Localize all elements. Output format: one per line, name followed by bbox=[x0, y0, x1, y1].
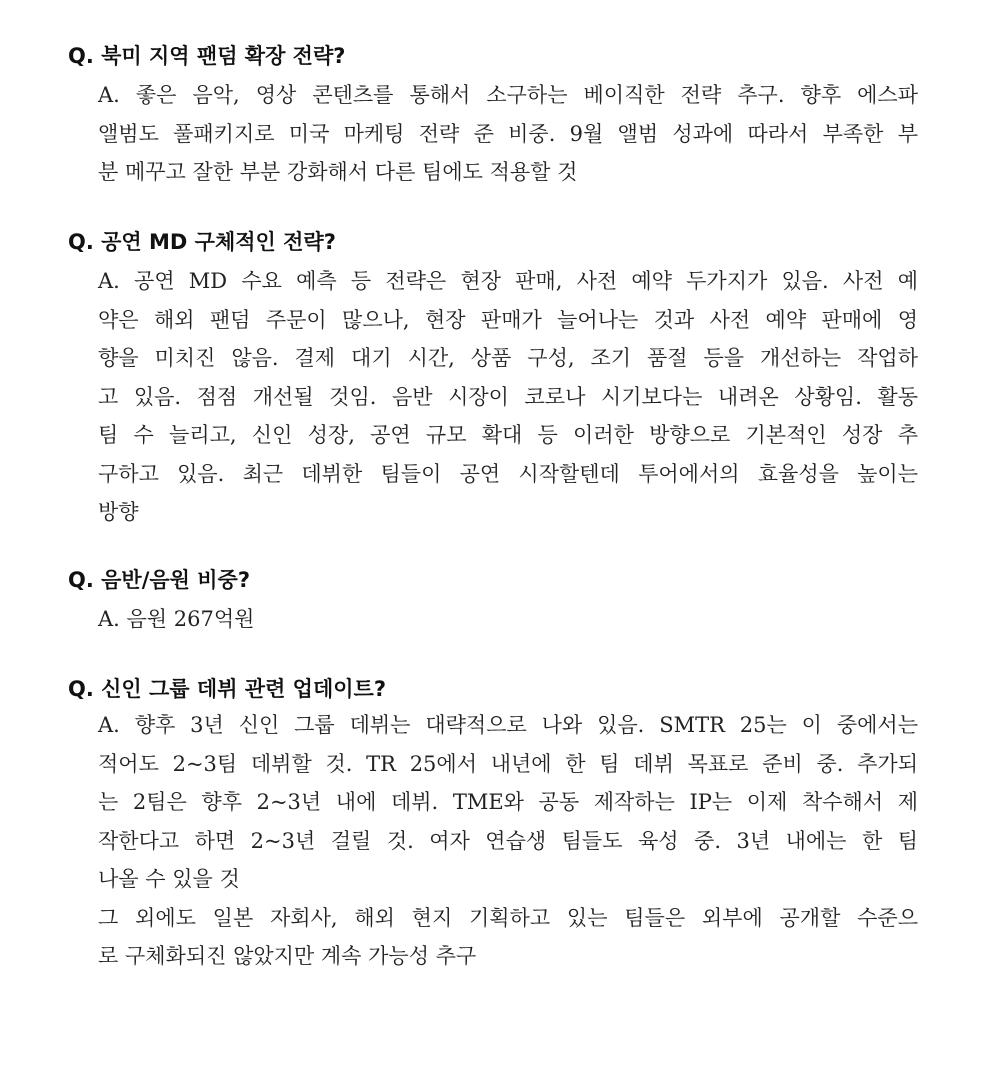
answer-line: 구하고 있음. 최근 데뷔한 팀들이 공연 시작할텐데 투어에서의 효율성을 높이는 bbox=[98, 461, 918, 486]
answer-line: A. 좋은 음악, 영상 콘텐츠를 통해서 소구하는 베이직한 전략 추구. 향후 에스파 bbox=[98, 83, 918, 107]
answer-line: 방향 bbox=[98, 500, 139, 524]
answer-line: A. 음원 267억원 bbox=[98, 607, 255, 631]
answer-line: A. 공연 MD 수요 예측 등 전략은 현장 판매, 사전 예약 두가지가 있음. 사전 예 bbox=[98, 269, 918, 293]
answer-line: 는 2팀은 향후 2~3년 내에 데뷔. TME와 공동 제작하는 IP는 이제 착수해서 제 bbox=[98, 790, 918, 814]
answer-line: 그 외에도 일본 자회사, 해외 현지 기획하고 있는 팀들은 외부에 공개할 수준으 bbox=[98, 905, 918, 930]
answer-line: A. 향후 3년 신인 그룹 데뷔는 대략적으로 나와 있음. SMTR 25는 이 중에서는 bbox=[98, 713, 918, 737]
answer-line: 향을 미치진 않음. 결제 대기 시간, 상품 구성, 조기 품절 등을 개선하는 작업하 bbox=[98, 346, 918, 370]
answer-line: 적어도 2~3팀 데뷔할 것. TR 25에서 내년에 한 팀 데뷔 목표로 준비 중. 추가되 bbox=[98, 751, 918, 776]
answer-line: 팀 수 늘리고, 신인 성장, 공연 규모 확대 등 이러한 방향으로 기본적인 성장 추 bbox=[98, 423, 918, 447]
answer-line: 고 있음. 점점 개선될 것임. 음반 시장이 코로나 시기보다는 내려온 상황임. 활동 bbox=[98, 384, 918, 409]
question-heading: Q. 공연 MD 구체적인 전략? bbox=[68, 230, 336, 254]
answer-paragraph bbox=[98, 600, 918, 639]
answer-paragraph bbox=[98, 76, 918, 192]
answer-line: 앨범도 풀패키지로 미국 마케팅 전략 준 비중. 9월 앨범 성과에 따라서 부족한 부 bbox=[98, 121, 918, 146]
answer-line: 분 메꾸고 잘한 부분 강화해서 다른 팀에도 적용할 것 bbox=[98, 160, 578, 184]
question-heading: Q. 음반/음원 비중? bbox=[68, 568, 251, 592]
question-heading: Q. 북미 지역 팬덤 확장 전략? bbox=[68, 44, 346, 68]
answer-line: 약은 해외 팬덤 주문이 많으나, 현장 판매가 늘어나는 것과 사전 예약 판매에 영 bbox=[98, 307, 918, 332]
answer-paragraph bbox=[98, 262, 918, 532]
answer-paragraph bbox=[98, 706, 918, 976]
answer-line: 작한다고 하면 2~3년 걸릴 것. 여자 연습생 팀들도 육성 중. 3년 내에는 한 팀 bbox=[98, 828, 918, 853]
answer-line: 나올 수 있을 것 bbox=[98, 867, 240, 891]
question-heading: Q. 신인 그룹 데뷔 관련 업데이트? bbox=[68, 677, 386, 701]
answer-line: 로 구체화되진 않았지만 계속 가능성 추구 bbox=[98, 944, 477, 968]
